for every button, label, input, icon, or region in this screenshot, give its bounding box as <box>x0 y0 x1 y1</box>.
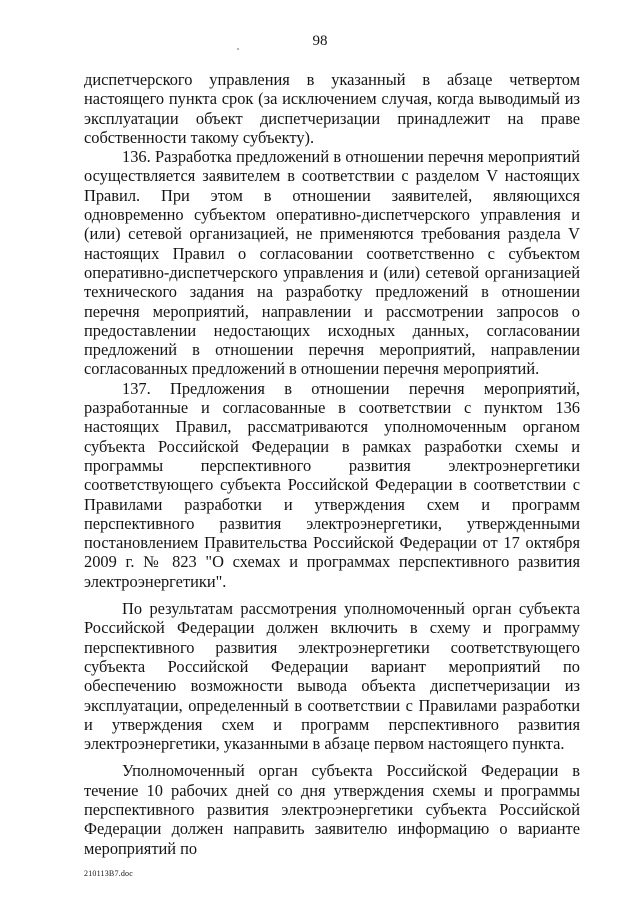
document-body <box>84 70 580 858</box>
page-number: 98 <box>312 33 328 49</box>
document-file-code: 210113В7.doc <box>84 869 133 878</box>
paragraph-continuation: диспетчерского управления в указанный в абзаце четвертом настоящего пункта срок (за исключением случая, когда выводимый из эксплуатации объект диспетчеризации принадлежит на праве собственности такому субъекту). <box>84 70 580 147</box>
paragraph-results: По результатам рассмотрения уполномоченный орган субъекта Российской Федерации должен включить в схему и программу перспективного развития электроэнергетики соответствующего субъекта Российской Федерации вариант мероприятий по обеспечению возможности вывода объекта диспетчеризации из эксплуатации, определенный в соответствии с Правилами разработки и утверждения схем и программ перспективного развития электроэнергетики, указанными в абзаце первом настоящего пункта. <box>84 599 580 754</box>
paragraph-136: 136. Разработка предложений в отношении перечня мероприятий осуществляется заявителем в соответствии с разделом V настоящих Правил. При этом в отношении заявителей, являющихся одновременно субъектом оперативно-диспетчерского управления и (или) сетевой организацией, не применяются требования раздела V настоящих Правил о согласовании соответственно с субъектом оперативно-диспетчерского управления и (или) сетевой организацией технического задания на разработку предложений в отношении перечня мероприятий, направлении и рассмотрении запросов о предоставлении недостающих исходных данных, согласовании предложений в отношении перечня мероприятий, направлении согласованных предложений в отношении перечня мероприятий. <box>84 147 580 379</box>
scan-mark <box>237 48 239 50</box>
paragraph-137: 137. Предложения в отношении перечня мероприятий, разработанные и согласованные в соответствии с пунктом 136 настоящих Правил, рассматриваются уполномоченным органом субъекта Российской Федерации в рамках разработки схемы и программы перспективного развития электроэнергетики соответствующего субъекта Российской Федерации в соответствии с Правилами разработки и утверждения схем и программ перспективного развития электроэнергетики, утвержденными постановлением Правительства Российской Федерации от 17 октября 2009 г. № 823 "О схемах и программах перспективного развития электроэнергетики". <box>84 378 580 591</box>
paragraph-authority: Уполномоченный орган субъекта Российской Федерации в течение 10 рабочих дней со дня утверждения схемы и программы перспективного развития электроэнергетики субъекта Российской Федерации должен направить заявителю информацию о варианте мероприятий по <box>84 761 580 858</box>
